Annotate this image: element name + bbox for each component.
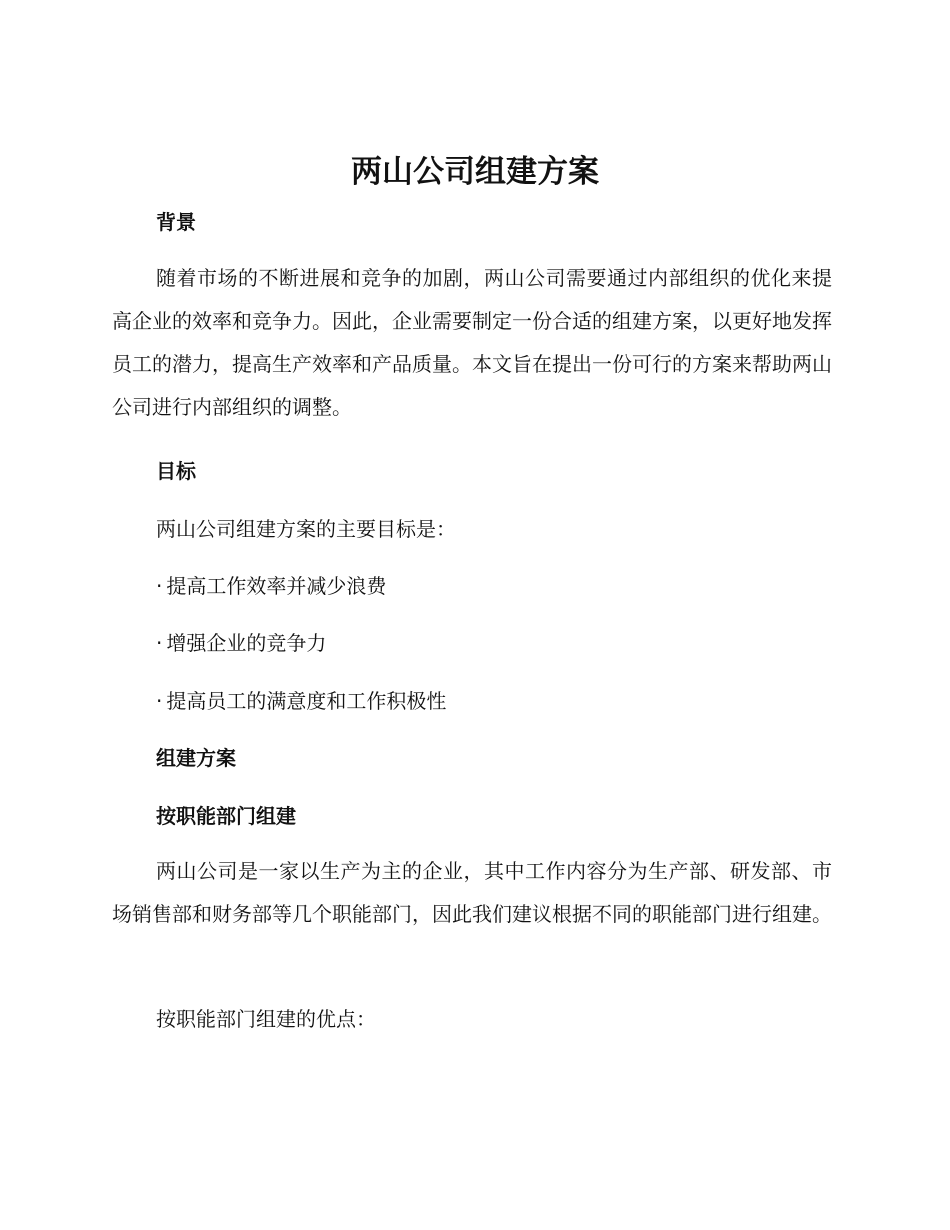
document-title: 两山公司组建方案 bbox=[351, 154, 599, 190]
section-heading-background: 背景 bbox=[156, 210, 196, 234]
section-heading-goals: 目标 bbox=[156, 459, 196, 483]
plan-paragraph: 两山公司是一家以生产为主的企业，其中工作内容分为生产部、研发部、市场销售部和财务部等几个职能部门，因此我们建议根据不同的职能部门进行组建。 bbox=[112, 859, 832, 926]
list-item-text: 增强企业的竞争力 bbox=[166, 631, 327, 655]
goals-intro: 两山公司组建方案的主要目标是： bbox=[156, 517, 456, 541]
list-item-text: 提高员工的满意度和工作积极性 bbox=[166, 689, 447, 713]
subsection-heading-functional: 按职能部门组建 bbox=[156, 804, 296, 828]
list-item-text: 提高工作效率并减少浪费 bbox=[166, 574, 387, 598]
list-item bbox=[156, 571, 386, 601]
background-paragraph: 随着市场的不断进展和竞争的加剧，两山公司需要通过内部组织的优化来提高企业的效率和竞争力。因此，企业需要制定一份合适的组建方案，以更好地发挥员工的潜力，提高生产效率和产品质量。本文旨在提出一份可行的方案来帮助两山公司进行内部组织的调整。 bbox=[112, 266, 832, 419]
bullet-icon: · bbox=[156, 689, 163, 713]
list-item bbox=[156, 628, 326, 658]
bullet-icon: · bbox=[156, 631, 163, 655]
list-item bbox=[156, 686, 446, 716]
bullet-icon: · bbox=[156, 574, 163, 598]
advantages-intro: 按职能部门组建的优点： bbox=[156, 1007, 376, 1031]
section-heading-plan: 组建方案 bbox=[156, 746, 236, 770]
